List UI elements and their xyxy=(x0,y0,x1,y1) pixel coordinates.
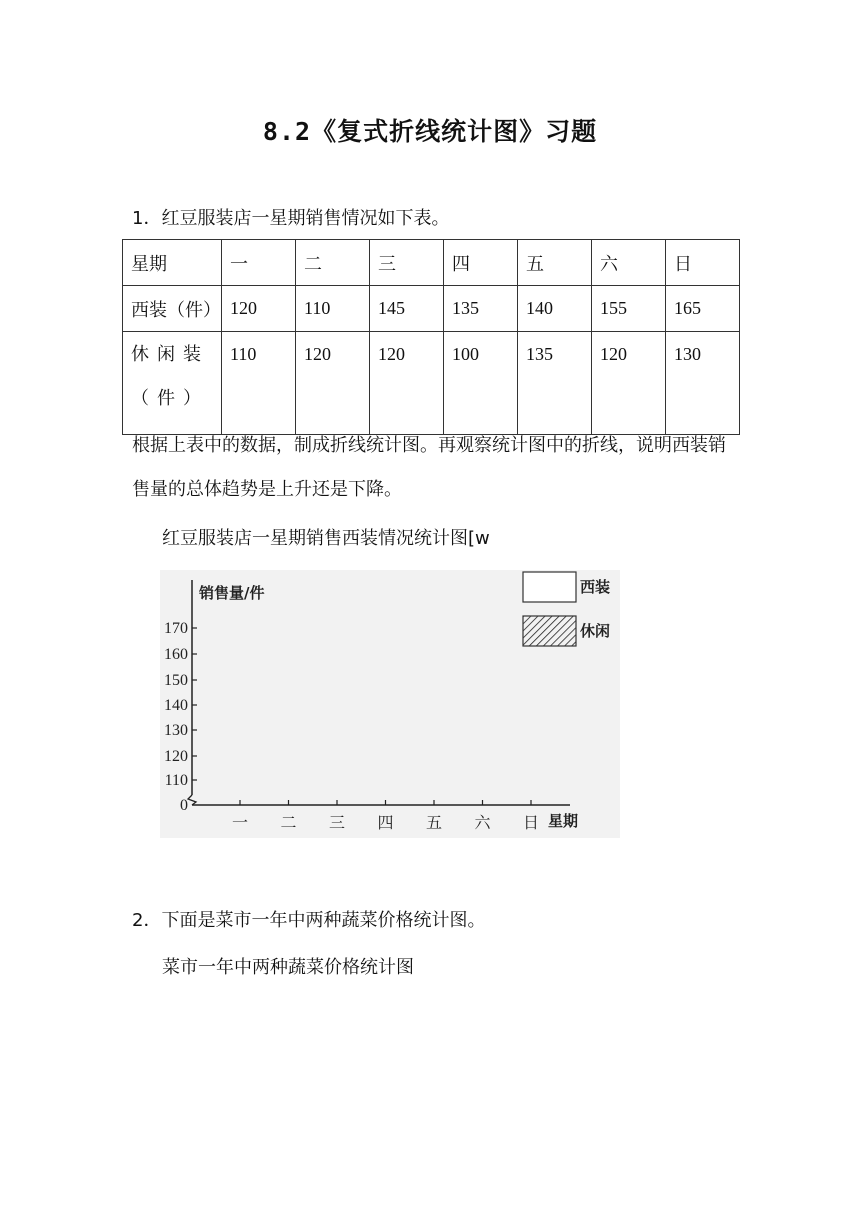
x-tick-label: 五 xyxy=(425,813,443,832)
table-row-casual xyxy=(123,332,740,435)
page-title: 8.2《复式折线统计图》习题 xyxy=(262,117,598,146)
y-tick-label: 170 xyxy=(164,620,188,637)
legend-label-casual: 休闲 xyxy=(580,622,611,640)
y-tick-label: 110 xyxy=(164,772,188,789)
question-2-prompt: 2．下面是菜市一年中两种蔬菜价格统计图。 xyxy=(132,910,486,931)
y-tick-label: 130 xyxy=(164,722,188,739)
table-cell: 135 xyxy=(518,332,592,435)
table-cell: 145 xyxy=(370,286,444,332)
table-cell: 155 xyxy=(592,286,666,332)
table-cell: 165 xyxy=(666,286,740,332)
table-cell: 120 xyxy=(222,286,296,332)
table-cell: 110 xyxy=(222,332,296,435)
table-cell: 130 xyxy=(666,332,740,435)
header-cell-wed: 三 xyxy=(370,240,444,286)
x-tick-label: 一 xyxy=(231,813,249,832)
x-axis-label: 星期 xyxy=(548,812,579,830)
chart-1-caption: 红豆服装店一星期销售西装情况统计图[w xyxy=(162,528,490,549)
y-tick-label: 120 xyxy=(164,748,188,765)
table-row-suits xyxy=(123,286,740,332)
x-tick-label: 六 xyxy=(474,813,491,832)
table-cell: 140 xyxy=(518,286,592,332)
x-tick-label: 四 xyxy=(377,813,394,832)
table-cell: 110 xyxy=(296,286,370,332)
header-cell-sat: 六 xyxy=(592,240,666,286)
sales-table xyxy=(122,239,740,435)
header-cell-thu: 四 xyxy=(444,240,518,286)
x-tick-label: 三 xyxy=(328,813,346,832)
legend-swatch-suits xyxy=(523,572,576,602)
table-cell: 120 xyxy=(592,332,666,435)
chart-2-caption: 菜市一年中两种蔬菜价格统计图 xyxy=(162,957,414,978)
legend-swatch-casual xyxy=(523,616,576,646)
y-tick-label: 140 xyxy=(164,697,188,714)
header-cell-tue: 二 xyxy=(296,240,370,286)
x-tick-label: 二 xyxy=(280,813,297,832)
y-tick-label: 150 xyxy=(164,672,188,689)
header-cell-mon: 一 xyxy=(222,240,296,286)
header-cell-weekday: 星期 xyxy=(123,240,222,286)
row-label-casual: 休闲装（件） xyxy=(123,332,222,435)
y-axis-label: 销售量/件 xyxy=(199,584,265,602)
x-tick-label: 日 xyxy=(522,813,540,832)
chart-background xyxy=(160,570,620,838)
sales-line-chart xyxy=(155,560,625,840)
question-1-instruction: 根据上表中的数据，制成折线统计图。再观察统计图中的折线，说明西装销售量的总体趋势是上升还是下降。 xyxy=(132,435,726,500)
table-row-header xyxy=(123,240,740,286)
header-cell-fri: 五 xyxy=(518,240,592,286)
table-cell: 100 xyxy=(444,332,518,435)
legend-label-suits: 西装 xyxy=(580,578,611,596)
table-cell: 135 xyxy=(444,286,518,332)
header-cell-sun: 日 xyxy=(666,240,740,286)
question-1-prompt: 1．红豆服装店一星期销售情况如下表。 xyxy=(132,208,450,229)
row-label-suits: 西装（件） xyxy=(123,286,222,332)
y-tick-label: 160 xyxy=(164,646,188,663)
y-tick-label: 0 xyxy=(180,797,188,814)
table-cell: 120 xyxy=(296,332,370,435)
table-cell: 120 xyxy=(370,332,444,435)
